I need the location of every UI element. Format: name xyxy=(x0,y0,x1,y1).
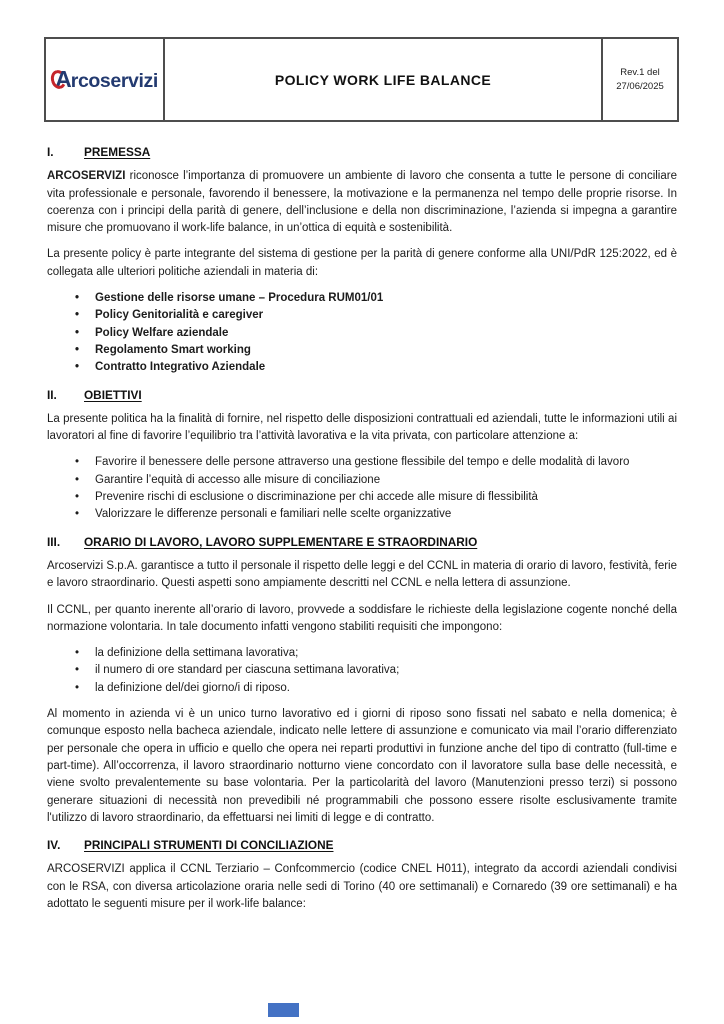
bullet-item xyxy=(47,307,677,324)
paragraph: Al momento in azienda vi è un unico turno lavorativo ed i giorni di riposo sono fissati nel sabato e nella domenica; è comunque esposto nella bacheca aziendale, indicato nelle lettere di assunzione e comunicato via mail l’orario differenziato per personale che opera in ufficio e quello che opera nei reparti produttivi in funzione anche del tipo di contratto (full-time e part-time). All’occorrenza, il lavoro straordinario notturno viene concordato con il lavoratore sulla base delle necessità, e viene svolto prevalentemente su base volontaria. Per la particolarità del lavoro (Manutenzioni presso terzi) si possono generare situazioni di necessità non prevedibili né programmabili che possono essere risolte esclusivamente tramite l'utilizzo di lavoro straordinario, da effettuarsi nei limiti di legge e di contratto. xyxy=(47,708,677,824)
paragraph-lead: ARCOSERVIZI xyxy=(47,170,126,183)
paragraph: ARCOSERVIZI riconosce l’importanza di promuovere un ambiente di lavoro che consenta a tutte le persone di conciliare vita professionale e personale, favorendo il benessere, la motivazione e la permanenza nel tempo delle proprie risorse. In coerenza con i principi della parità di genere, dell’inclusione e della non discriminazione, l’azienda si impegna a garantire misure che promuovano il work-life balance, in un’ottica di equità e sostenibilità. xyxy=(47,170,677,235)
section-obiettivi xyxy=(47,387,677,524)
bullet-item xyxy=(47,342,677,359)
bullet-item xyxy=(47,325,677,342)
section-number: II. xyxy=(47,387,57,402)
bullet-icon: • xyxy=(75,681,80,694)
paragraph: Il CCNL, per quanto inerente all’orario di lavoro, provvede a soddisfare le richieste della legislazione cogente nonché della normazione volontaria. In tale documento infatti vengono stabiliti requisiti che impongono: xyxy=(47,603,677,633)
bullet-icon: • xyxy=(75,664,80,677)
bullet-text: Regolamento Smart working xyxy=(95,343,251,356)
bullet-icon: • xyxy=(75,647,80,660)
section-heading xyxy=(47,387,677,404)
bullet-item xyxy=(47,645,677,662)
section-heading xyxy=(47,534,677,551)
bullet-icon: • xyxy=(75,343,80,356)
bullet-text: Policy Welfare aziendale xyxy=(95,326,229,339)
logo-brand-text: rcoservizi xyxy=(70,70,158,92)
section-heading xyxy=(47,837,677,854)
bullet-text: il numero di ore standard per ciascuna settimana lavorativa; xyxy=(95,664,400,677)
revision-line-2: 27/06/2025 xyxy=(616,80,664,92)
bullet-text: Valorizzare le differenze personali e familiari nelle scelte organizzative xyxy=(95,508,452,521)
bullet-item xyxy=(47,454,677,471)
document-header-table xyxy=(44,37,679,122)
bullet-item xyxy=(47,489,677,506)
section-number: III. xyxy=(47,534,61,549)
bullet-item xyxy=(47,359,677,376)
bullet-icon: • xyxy=(75,361,80,374)
section-strumenti-di-conciliazione xyxy=(47,837,677,913)
header-title-cell xyxy=(165,39,603,120)
document-title: POLICY WORK LIFE BALANCE xyxy=(274,71,492,88)
bullet-list xyxy=(47,454,677,523)
logo-a-mark xyxy=(55,66,71,93)
bullet-text: Contratto Integrativo Aziendale xyxy=(95,361,266,374)
bullet-text: Gestione delle risorse umane – Procedura RUM01/01 xyxy=(95,292,384,305)
header-revision-cell xyxy=(603,39,677,120)
brand-logo xyxy=(51,66,158,93)
bullet-icon: • xyxy=(75,491,80,504)
section-number: IV. xyxy=(47,838,61,853)
section-title: ORARIO DI LAVORO, LAVORO SUPPLEMENTARE E STRAORDINARIO xyxy=(84,534,478,549)
bullet-text: la definizione del/dei giorno/i di riposo. xyxy=(95,681,290,694)
header-logo-cell xyxy=(46,39,165,120)
section-number: I. xyxy=(47,145,54,159)
section-title: OBIETTIVI xyxy=(84,387,142,402)
bullet-item xyxy=(47,290,677,307)
logo-letter: A xyxy=(55,66,71,92)
bullet-text: Prevenire rischi di esclusione o discriminazione per chi accede alle misure di flessibilità xyxy=(95,491,538,504)
bullet-text: Garantire l’equità di accesso alle misure di conciliazione xyxy=(95,473,381,486)
bullet-list xyxy=(47,290,677,376)
paragraph: La presente politica ha la finalità di fornire, nel rispetto delle disposizioni contrattuali ed aziendali, tutte le informazioni utili ai lavoratori al fine di favorire l’equilibrio tra l’attività lavorativa e la vita privata, con particolare attenzione a: xyxy=(47,412,677,443)
paragraph: ARCOSERVIZI applica il CCNL Terziario – Confcommercio (codice CNEL H011), integrato da accordi aziendali condivisi con le RSA, con diversa articolazione oraria nelle sedi di Torino (40 ore settimanali) e Cornaredo (39 ore settimanali) e ha adottato le seguenti misure per il work-life balance: xyxy=(47,863,677,910)
bullet-item xyxy=(47,662,677,679)
bullet-icon: • xyxy=(75,292,80,305)
bullet-text: Favorire il benessere delle persone attraverso una gestione flessibile del tempo e delle modalità di lavoro xyxy=(95,456,630,469)
bullet-list xyxy=(47,645,677,697)
paragraph: La presente policy è parte integrante del sistema di gestione per la parità di genere conforme alla UNI/PdR 125:2022, ed è collegata alle ulteriori politiche aziendali in materia di: xyxy=(47,248,677,278)
bullet-item xyxy=(47,472,677,489)
revision-line-1: Rev.1 del xyxy=(620,67,660,79)
paragraph: Arcoservizi S.p.A. garantisce a tutto il personale il rispetto delle leggi e del CCNL in materia di orario di lavoro, festività, ferie e lavoro straordinario. Questi aspetti sono ampiamente descritti nel CCNL e nella lettera di assunzione. xyxy=(47,559,677,590)
page2-table-fragment xyxy=(268,1003,299,1017)
bullet-icon: • xyxy=(75,309,80,322)
bullet-item xyxy=(47,680,677,697)
bullet-icon: • xyxy=(75,473,80,486)
document-body xyxy=(47,144,677,922)
bullet-text: Policy Genitorialità e caregiver xyxy=(95,309,264,322)
bullet-icon: • xyxy=(75,508,80,521)
bullet-icon: • xyxy=(75,456,80,469)
section-title: PREMESSA xyxy=(84,145,151,159)
bullet-item xyxy=(47,506,677,523)
section-title: PRINCIPALI STRUMENTI DI CONCILIAZIONE xyxy=(84,838,334,853)
bullet-icon: • xyxy=(75,326,80,339)
section-orario-di-lavoro xyxy=(47,534,677,827)
section-premessa xyxy=(47,144,677,377)
section-heading xyxy=(47,144,677,161)
bullet-text: la definizione della settimana lavorativa; xyxy=(95,647,299,660)
